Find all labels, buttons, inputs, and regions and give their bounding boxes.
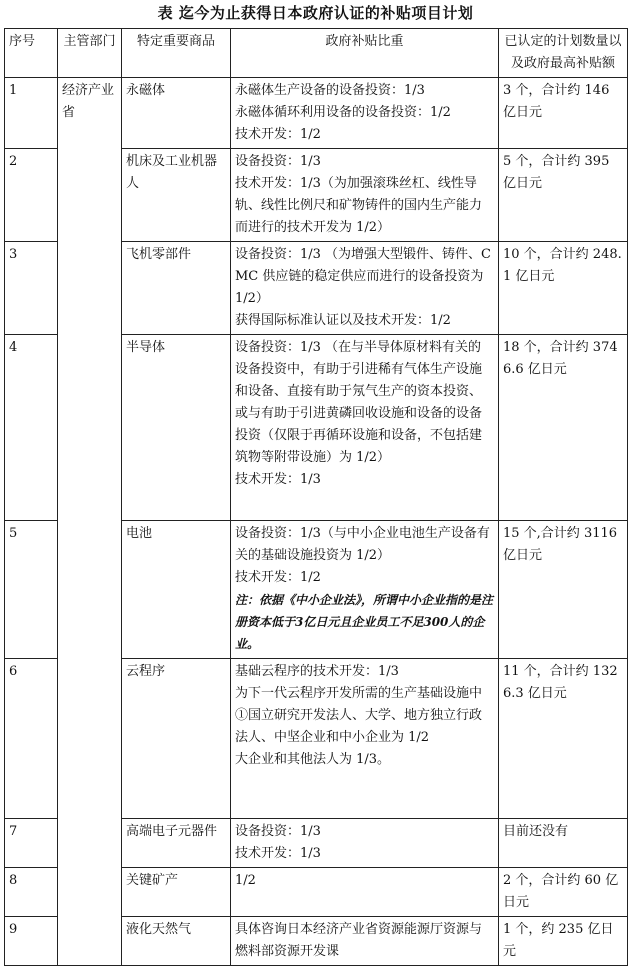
header-row xyxy=(5,29,628,78)
row-number: 5 xyxy=(5,521,58,659)
header-dept: 主管部门 xyxy=(58,29,122,78)
ratio-line: 设备投资：1/3 （在与半导体原材料有关的设备投资中，有助于引进稀有气体生产设施和设备、直接有助于氖气生产的资本投资、或与有助于引进黄磷回收设施和设备的设备投资（仅限于再循环设施和设备，不包括建筑物等附带设施）为 1/2） xyxy=(235,340,483,465)
ratio-line: 技术开发：1/3（为加强滚珠丝杠、线性导轨、线性比例尺和矿物铸件的国内生产能力而进行的技术开发为 1/2） xyxy=(235,176,483,235)
ratio-line: 永磁体循环利用设备的设备投资：1/2 xyxy=(235,105,451,120)
ratio-note: 注：依据《中小企业法》，所谓中小企业指的是注册资本低于3亿日元且企业员工不足300人的企业。 xyxy=(235,593,494,651)
product-name: 半导体 xyxy=(122,335,231,521)
row-number: 9 xyxy=(5,917,58,966)
subsidy-ratio xyxy=(231,917,499,966)
row-number: 8 xyxy=(5,868,58,917)
ratio-line: 技术开发：1/3 xyxy=(235,846,321,861)
product-name: 飞机零部件 xyxy=(122,242,231,335)
subsidy-ratio xyxy=(231,149,499,242)
header-no: 序号 xyxy=(5,29,58,78)
header-ratio: 政府补贴比重 xyxy=(231,29,499,78)
product-name: 云程序 xyxy=(122,659,231,819)
subsidy-ratio xyxy=(231,335,499,521)
product-name: 电池 xyxy=(122,521,231,659)
plan-amount: 5 个，合计约 395 亿日元 xyxy=(499,149,628,242)
subsidy-ratio xyxy=(231,521,499,659)
subsidy-ratio xyxy=(231,819,499,868)
header-plan: 已认定的计划数量以及政府最高补贴额 xyxy=(499,29,628,78)
product-name: 机床及工业机器人 xyxy=(122,149,231,242)
plan-amount: 1 个，约 235 亿日元 xyxy=(499,917,628,966)
subsidy-ratio xyxy=(231,659,499,819)
ratio-line: 技术开发：1/2 xyxy=(235,127,321,142)
ratio-line: 1/2 xyxy=(235,873,256,888)
table-title: 表 迄今为止获得日本政府认证的补贴项目计划 xyxy=(157,4,474,22)
dept-cell: 经济产业省 xyxy=(58,78,122,966)
ratio-line: 为下一代云程序开发所需的生产基础设施中 xyxy=(235,686,483,701)
plan-amount: 11 个，合计约 1326.3 亿日元 xyxy=(499,659,628,819)
product-name: 液化天然气 xyxy=(122,917,231,966)
ratio-line: 大企业和其他法人为 1/3。 xyxy=(235,752,391,767)
table-body xyxy=(5,78,628,966)
row-number: 4 xyxy=(5,335,58,521)
row-number: 6 xyxy=(5,659,58,819)
ratio-line: 设备投资：1/3 xyxy=(235,824,321,839)
plan-amount: 10 个，合计约 248.1 亿日元 xyxy=(499,242,628,335)
plan-amount: 2 个，合计约 60 亿日元 xyxy=(499,868,628,917)
plan-amount: 目前还没有 xyxy=(499,819,628,868)
subsidy-ratio xyxy=(231,78,499,149)
ratio-line: ①国立研究开发法人、大学、地方独立行政法人、中坚企业和中小企业为 1/2 xyxy=(235,708,483,745)
ratio-line: 设备投资：1/3 xyxy=(235,154,321,169)
subsidy-table xyxy=(4,28,628,966)
table-row xyxy=(5,78,628,149)
product-name: 永磁体 xyxy=(122,78,231,149)
ratio-line: 设备投资：1/3（与中小企业电池生产设备有关的基础设施投资为 1/2） xyxy=(235,526,490,563)
ratio-line: 技术开发：1/2 xyxy=(235,570,321,585)
ratio-line: 设备投资：1/3 （为增强大型锻件、铸件、CMC 供应链的稳定供应而进行的设备投资为 1/2） xyxy=(235,247,492,306)
row-number: 2 xyxy=(5,149,58,242)
ratio-line: 技术开发：1/3 xyxy=(235,472,321,487)
row-number: 7 xyxy=(5,819,58,868)
subsidy-ratio xyxy=(231,242,499,335)
ratio-line: 获得国际标准认证以及技术开发：1/2 xyxy=(235,313,451,328)
product-name: 关键矿产 xyxy=(122,868,231,917)
subsidy-ratio xyxy=(231,868,499,917)
header-product: 特定重要商品 xyxy=(122,29,231,78)
ratio-line: 永磁体生产设备的设备投资：1/3 xyxy=(235,83,425,98)
plan-amount: 3 个，合计约 146 亿日元 xyxy=(499,78,628,149)
row-number: 1 xyxy=(5,78,58,149)
ratio-line: 具体咨询日本经济产业省资源能源厅资源与燃料部资源开发课 xyxy=(235,922,483,959)
plan-amount: 18 个，合计约 3746.6 亿日元 xyxy=(499,335,628,521)
ratio-line: 基础云程序的技术开发：1/3 xyxy=(235,664,399,679)
product-name: 高端电子元器件 xyxy=(122,819,231,868)
plan-amount: 15 个,合计约 3116 亿日元 xyxy=(499,521,628,659)
row-number: 3 xyxy=(5,242,58,335)
